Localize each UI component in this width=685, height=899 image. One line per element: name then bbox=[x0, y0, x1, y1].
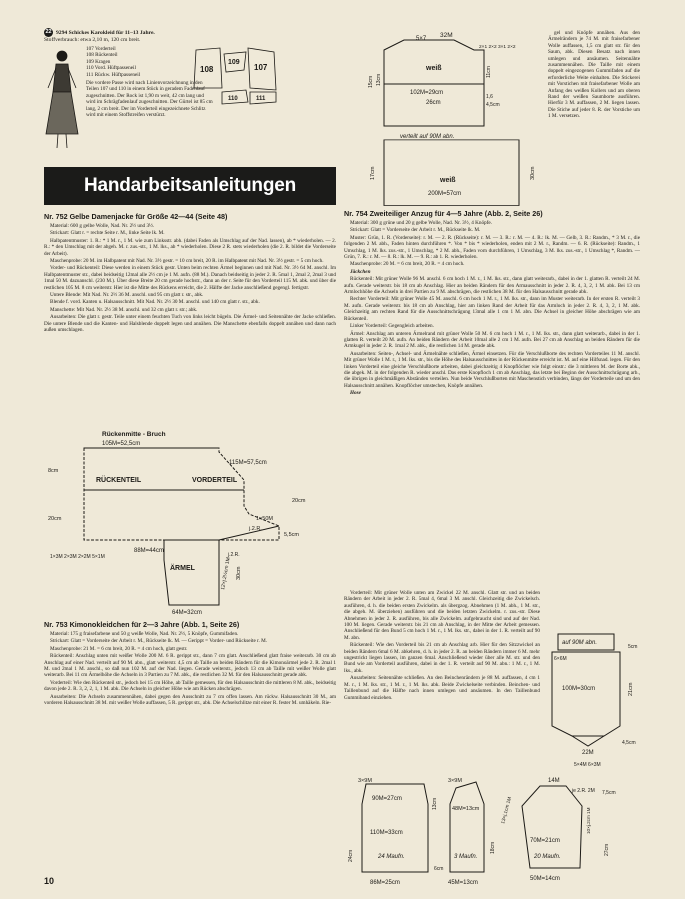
piece-number: 111 bbox=[256, 96, 266, 102]
dim-label: 3 Maufn. bbox=[454, 854, 478, 860]
legend-item: 109 Kragen bbox=[86, 58, 111, 65]
article-752 bbox=[44, 209, 336, 335]
dim-label: 27cm bbox=[604, 843, 610, 856]
piece-number: 107 bbox=[254, 63, 268, 72]
piece-number: 108 bbox=[200, 65, 214, 74]
dim-label: 12×j.2½cm 1M bbox=[220, 556, 232, 591]
paragraph: Strickart: Glatt r. = rechte Seite r. M., linke Seite lk. M. bbox=[50, 230, 165, 237]
piece-label-ruecken: RÜCKENTEIL bbox=[96, 477, 142, 484]
dim-label: 64M=32cm bbox=[172, 610, 202, 616]
legend-item: 107 Vorderteil bbox=[86, 46, 116, 52]
dim-label: 115M=57,5cm bbox=[229, 460, 267, 466]
legend-item: 108 Rückenteil bbox=[86, 52, 118, 59]
dim-label: 20 Maufn. bbox=[534, 854, 561, 860]
continued-text: gel und Knöpfe annähen. Aus den Ärmelrändern je 74 M. mit fraisefarbener Wolle auffassen, 1,5 cm glatt str. für den Saum, abk. Diesen Besatz nach innen umlegen und ansäumen. Seitennähte zusammennähen. Die Taille mit einem doppelt eingezogenen Gummifaden auf die erforderliche Weite einhalten. Die Stickerei mit Vorstichen mit fraisefarbener Wolle am Anfang des weißen Kollers und am oberen Rand der weißen Saumborte ausführen. Hierfür 3 M. auffassen, 2 M. liegen lassen. Die Stiche auf jeder 8. R. der Vorstiche um 1 M. versetzen. bbox=[548, 30, 640, 120]
dim-label: 30cm bbox=[236, 566, 242, 580]
dim-label: 24 Maufn. bbox=[378, 854, 405, 860]
article-754-hose bbox=[344, 590, 540, 702]
dim-label: 5,5cm bbox=[284, 532, 299, 538]
piece-label-vorder: VORDERTEIL bbox=[192, 477, 238, 484]
dim-label: 15cm bbox=[368, 75, 374, 88]
piece-label-aermel: ÄRMEL bbox=[170, 565, 195, 572]
paragraph: Untere Blende: Mit Nad. Nr. 2½ 36 M. anschl. und 95 cm glatt r. str., abk. bbox=[50, 292, 204, 299]
diagram-752 bbox=[44, 430, 336, 615]
dim-label: 6cm bbox=[434, 866, 444, 872]
paragraph: Ausarbeiten: Die glatt r. gestr. Teile unter einem feuchten Tuch von links leicht bügeln. Die Ärmel- und Seitennähte der Jacke schließen. Die untere Blende und die Kanten- und Halsblende doppelt legen und annähen. Die Manschette ebenfalls doppelt annähen und dann nach außen umschlagen. bbox=[44, 314, 336, 334]
page-number: 10 bbox=[44, 876, 55, 886]
dim-label: 100M=30cm bbox=[562, 686, 596, 692]
legend-item: 111 Rückw. Hüftpasseneil bbox=[86, 71, 141, 78]
diagram-754-hose bbox=[544, 626, 644, 776]
dim-label: 86M=25cm bbox=[370, 880, 400, 886]
dim-label: 45M=13cm bbox=[448, 880, 478, 886]
dim-label: 1×3M 2×3M 2×2M 5×1M bbox=[50, 554, 105, 560]
paragraph: Vorderteil: Wie den Rückenteil str., jedoch bei 15 cm Höhe, ab Taille gemessen, für den Halsausschnitt die mittleren 8 M. abk., beidseitig davon jede 2. R. 3, 2, 2, 1, 1 M. abk. Die Achseln in gleicher Höhe wie am Rücken abschrägen. bbox=[44, 679, 336, 693]
dim-label: 4,5cm bbox=[486, 102, 500, 108]
piece-label: weiß bbox=[426, 65, 442, 72]
paragraph: Material: 600 g gelbe Wolle, Nad. Nr. 2½ und 3½. bbox=[50, 223, 155, 229]
dim-label: j.2.R. bbox=[249, 526, 262, 532]
article-752-title: Nr. 752 Gelbe Damenjacke für Größe 42—44 (Seite 48) bbox=[44, 212, 228, 221]
dim-label: 24cm bbox=[348, 849, 354, 862]
dim-label: 6×6M bbox=[554, 656, 567, 662]
diagram-754-jacket bbox=[344, 774, 644, 892]
dim-label: 5×4M 6×3M bbox=[574, 762, 601, 768]
paragraph: Halbpatentmuster: 1. R.: * 1 M. r., 1 M. wie zum Linksstr. abh. (dabei Faden als Umschlag auf der Nad. lassen), ab * wiederholen. — 2. R.: * den Umschlag mit der abgeh. M. r. zus.-str., 1 M. lks., ab * wiederholen. Diese 2 R. stets wiederholen (die 2. R. bildet die Vorderseite der Arbeit). bbox=[44, 237, 336, 257]
dim-label: 3×9M bbox=[448, 778, 462, 784]
paragraph: Vorderteil: Mit grüner Wolle unten am Zwickel 22 M. anschl. Glatt str. und an beiden Rändern der Arbeit in jeder 2. R. 5mal 4, 6mal 3 M. anschl. Gleichzeitig die Zwickelsch. ausführen, d. h. die beiden ersten Zwickelm. als übergzog. Abnehmen (1 M. abh., 1 M. str., die abgeh. M. überziehen) ausführen und die beiden letzten Zwickelm. r. zus.-str. Diese Abnehmen in jeder 2. R. ausführen, bis alle Zwickelm. aufgebraucht sind und auf der Nad. 100 M. liegen. Gerade weiterstr. bis 21 cm ab Anschlag, in der Mitte der Arbeit gemessen. Anschließend für den Bund 5 cm hoch 1 M. r., 1 M. lks. str., dabei in der 1. R. verteilt auf 90 M. abn. bbox=[344, 590, 540, 641]
item-badge: 22 bbox=[45, 29, 52, 35]
dim-label: je 2.R. 2M bbox=[572, 788, 595, 794]
dim-label: 22M bbox=[582, 750, 594, 756]
dim-label: 20cm bbox=[48, 516, 62, 522]
dim-label: j.2.R. bbox=[228, 552, 240, 558]
girl-figure-icon bbox=[46, 51, 78, 148]
dim-label: 21cm bbox=[628, 682, 634, 696]
dim-label: 48M=13cm bbox=[452, 806, 480, 812]
article-754-title: Nr. 754 Zweiteiliger Anzug für 4—5 Jahre (Abb. 2, Seite 26) bbox=[344, 209, 543, 218]
dim-label: 30cm bbox=[530, 166, 536, 180]
pattern-header bbox=[44, 28, 264, 44]
pattern-notes: Die vordere Passe wird nach Linienvorzeichnung in den Teilen 107 und 110 in einem Stück in geradem Fadenlauf zugeschnitten. Der Rock ist 1,90 m weit, 42 cm lang und wird im Schrägfadenlauf zugeschnitten. Der Gürtel ist 85 cm lang, 2 cm breit. Der im Vorderteil eingezeichnete Schlitz wird mit einem Stoffstreifen verstürzt. bbox=[86, 80, 213, 119]
paragraph: Rechter Vorderteil: Mit grüner Wolle 45 M. anschl. 6 cm hoch 1 M. r., 1 M. lks. str., dann im Muster weiterarb. In der ersten R. verteilt 3 M. aufn. Gerade weiterstr. bis 18 cm ab Anschlag, hier am linken Rand der Arbeit für das Armloch in jeder 2. R. 4, 3, 2, 1 M. abk. Gleichzeitig am rechten Rand für die Ausschnittschrägung 13mal alle 1 cm 1 M. abn. Die Achsel in gleicher Höhe abschrägen wie am Rückenteil. bbox=[344, 296, 640, 322]
article-754 bbox=[344, 206, 640, 398]
paragraph: Strickart: Glatt = Vorderseite der Arbeit r. M., Rückseite lk. M. bbox=[350, 227, 481, 234]
fold-label: Rückenmitte - Bruch bbox=[102, 431, 166, 438]
dim-label: 26cm bbox=[426, 100, 441, 106]
paragraph: Linker Vorderteil: Gegengleich arbeiten. bbox=[350, 323, 434, 330]
paragraph: Maschenprobe: 20 M. = 6 cm breit, 20 R. = 4 cm hoch. bbox=[350, 261, 465, 268]
dim-label: 11cm bbox=[486, 66, 492, 78]
article-753-continued bbox=[548, 30, 640, 121]
article-753 bbox=[44, 617, 336, 707]
paragraph: Rückenteil: Mit grüner Wolle 96 M. anschl. 6 cm hoch 1 M. r., 1 M. lks. str., dann glatt weiterarb., dabei in der 1. glatten R. verteilt 24 M. aufn. Gerade weiterstr. bis 18 cm ab Anschlag. Hier an beiden Rändern für den Armausschnitt in jeder 2. R. 4, 3, 2, 1 M. abk. Bei 13 cm Armlochhöhe die Achseln in drei Partien zu 9 M. abschrägen, die restlichen 38 M. für den Halsausschnitt gerade abk. bbox=[344, 276, 640, 296]
dim-label: 13cm bbox=[376, 73, 382, 86]
piece-number: 110 bbox=[228, 96, 238, 102]
paragraph: Maschenprobe: 20 M. im Halbpatent mit Nad. Nr. 3½ gestr. = 10 cm breit, 20 R. im Halbpatent mit Nad. Nr. 3½ gestr. = 5 cm hoch. bbox=[50, 258, 324, 265]
paragraph: Ausarbeiten: Seiten-, Achsel- und Ärmelnähte schließen, Ärmel einsetzen. Für die Verschlußborte des rechten Vorderteiles 11 M. anschl. Mit grüner Wolle 1 M. r., 1 M. lks. str., bis die Höhe des Halsausschnittes in der Rückenmitte erreicht ist. M. auf eine Hilfsnad. legen. Für den linken Vorderteil eine gleiche Verschlußborte arbeiten, dabei gleichzeitig 4 Knopflöcher wie folgt einstr.: die 3 mittleren M. der Borte abk., die abgek. M. in der folgenden R. wieder anschl. Das erste Knopfloch 1 cm ab Anschlag, das letzte bei Beginn der Ausschnittschrägung arb., die übrigen in gleichmäßigen Abständen verteilen. Nun beide Verschlußborten mit Maschenstich verbinden, längs der Vorderteile und um den Halsausschnitt annähen. Knopflöcher umstechen, Knöpfe annähen. bbox=[344, 350, 640, 389]
paragraph: Maschenprobe: 21 M. = 6 cm breit, 20 R. = 4 cm hoch, glatt gestr. bbox=[50, 645, 188, 652]
dim-label: 5cm bbox=[628, 644, 638, 650]
dim-label: 2×1 2×2 3×1 2×2 bbox=[479, 45, 516, 50]
paragraph: Blende f. vord. Kanten u. Halsausschnitt. Mit Nad. Nr. 2½ 30 M. anschl. und 140 cm glatt r. str., abk. bbox=[50, 299, 260, 306]
subheading-jacket: Jäckchen bbox=[350, 268, 371, 275]
dim-label: 102M=29cm bbox=[410, 90, 444, 96]
pattern-title: 9294 Schickes Karokleid für 11–13 Jahre. bbox=[56, 29, 155, 36]
dim-label: 32M bbox=[440, 32, 453, 39]
dim-label: 70M=21cm bbox=[530, 838, 560, 844]
dim-label: 17cm bbox=[370, 166, 376, 180]
dim-label: 50M=14cm bbox=[530, 876, 560, 882]
dim-label: 4,5cm bbox=[622, 740, 636, 746]
paragraph: Rückenteil: Anschlag unten mit weißer Wolle 200 M. 6 R. gerippt str., dann 7 cm glatt. Anschließend glatt fraise weiterarb. 30 cm ab Anschlag auf einer Nad. verteilt auf 90 M. abn., glatt weiterstr. 4,5 cm ab Taille an beiden Rändern für die Kimonoärmel jede 2. R. 2mal 1 M. und 2mal 1 M. anschl., so daß nun 102 M. auf der Nad. liegen. Gerade weiterstr., jedoch 13 cm ab Taille mit weißer Wolle glatt weiterarb. Bei 11 cm Ärmelhöhe die Achseln in 3 Partien zu 7 M. abk., die restlichen 32 M. für den Halsausschnitt gerade abk. bbox=[44, 653, 336, 679]
subheading-hose: Hose bbox=[350, 390, 361, 397]
paragraph: Rückenteil: Wie den Vorderteil bis 21 cm ab Anschlag arb. Hier für den Sitzzwickel an beiden Rändern 6mal 6 M. abkehren, d. h. in jeder 2. R. an beiden Rändern immer 6 M. mehr ungestrickt liegen lassen, im ganzen 6mal. Anschließend wieder über alle M. str. und den Bund wie am Vorderteil ausführen, dabei in der 1. R. verteilt auf 90 M. abn.: 1 M. r., 1 M. lks., abk. bbox=[344, 642, 540, 674]
paragraph: Ausarbeiten: Die Achseln zusammennähen, dabei gegen den Ausschnitt zu 7 cm offen lassen. Am rückw. Halsausschnitt 30 M., am vorderen Halsausschnitt 38 M. mit weißer Wolle auffassen, 5 R. gerippt str., abk. Die Achselschlitze mit einer R. fester M. umhäkeln. Rie- bbox=[44, 693, 336, 707]
paragraph: Manschette: Mit Nad. Nr. 2½ 38 M. anschl. und 32 cm glatt r. str.; abk. bbox=[50, 306, 198, 313]
dim-label: 90M=27cm bbox=[372, 796, 402, 802]
paragraph: Vorder- und Rückenteil: Diese werden in einem Stück gestr. Unten beim rechten Ärmel beginnen und mit Nad. Nr. 3½ 64 M. anschl. Im Halbpatentmuster str., dabei beidseitig 12mal alle 2½ cm je 1 M. aufn. (88 M.). Danach beidseitig in jeder 2. R. 5mal 1, 2mal 2, 2mal 3 und 1mal 50 M. dazuanschl. (230 M.). Über diese Breite 20 cm gerade hochstr., dann an der r. Seite für den Vorderteil 115 M. abk. und über die restlichen 105 M. 8 cm weiterstr. Hier ist die Mitte des Rückens erreicht, die 2. Hälfte der Jacke anschließend gegengl. fertigstr. bbox=[44, 265, 336, 291]
paragraph: Muster: Grün, 1. R. (Vorderseite): r. M. — 2. R. (Rückseite): r. M. — 3. R.: r. M. — 4. R.: lk. M. — Gelb, 3. R.: Randm., * 3 M. r., die folgenden 2 M. abh., Faden hinten durchführen *. Von * bis * wiederholen, enden mit 2 M. r., Randm. — 6. R. (Rückseite): Randm., 1 Umschlag, 1 M. lks. zus.-str., 1 Umschlag, * 2 M. abh., Faden vorn durchführen, 1 Umschlag, 3 M. lks. zus.-str., 1 Umschlag *, Randm. — Grün, 7. R.: r. M. — 8. R.: lk. M. — 9. R.: ab 1. R. wiederholen. bbox=[344, 234, 640, 261]
paragraph: Ärmel: Anschlag am unteren Ärmelrand mit grüner Wolle 50 M. 6 cm hoch 1 M. r., 1 M. lks. str., dann glatt weiterarb., dabei in der 1. glatten R. verteilt 20 M. aufn. An beiden Rändern der Arbeit 10mal alle 2 cm 1 M. aufn. Bei 27 cm ab Anschlag an beiden Rändern für die Armkugel in jeder 2. R. 1mal 2 M. abk., die restlichen 14 M. gerade abk. bbox=[344, 330, 640, 350]
paragraph: Strickart: Glatt = Vorderseite der Arbeit r. M., Rückseite lk. M. — Gerippt = Vorder- und Rückseite r. M. bbox=[50, 638, 268, 645]
dim-label: 7,5cm bbox=[602, 790, 616, 796]
dim-label: 8cm bbox=[48, 468, 59, 474]
dim-label: 13cm bbox=[432, 797, 438, 810]
paragraph: Material: 175 g fraisefarbene und 50 g weiße Wolle, Nad. Nr. 2½, 5 Knöpfe, Gummifaden. bbox=[50, 631, 239, 637]
header-illustration bbox=[44, 44, 294, 154]
dim-label: 105M=52,5cm bbox=[102, 441, 141, 447]
paragraph: Material: 300 g grüne und 20 g gelbe Wolle, Nad. Nr. 3½, 4 Knöpfe. bbox=[350, 220, 492, 226]
paragraph: Ausarbeiten: Seitennähte schließen. An den Beinchenrändern je 88 M. auffassen, 4 cm 1 M. r., 1 M. lks. str., 1 M. r., 1 M. lks. abk. Beide Zwickelseite verbinden. Beinchen- und Taillenbund auf die Hälfte nach innen umlegen und ansäumen. In den Taillenbund Gummiband einziehen. bbox=[344, 675, 540, 701]
dim-label: 3×9M bbox=[358, 778, 372, 784]
dim-label: auf 90M abn. bbox=[562, 640, 598, 646]
dim-label: 200M=57cm bbox=[428, 191, 462, 197]
dim-label: 13×j.1cm 1M bbox=[501, 796, 514, 825]
dim-label: 14M bbox=[548, 778, 560, 784]
dim-label: 88M=44cm bbox=[134, 548, 164, 554]
dim-label: 10×j.2cm 1M bbox=[586, 807, 591, 834]
article-753-title: Nr. 753 Kimonokleidchen für 2—3 Jahre (Abb. 1, Seite 26) bbox=[44, 620, 240, 629]
dim-label: 20cm bbox=[292, 498, 306, 504]
dim-label: verteilt auf 90M abn. bbox=[400, 134, 455, 140]
dim-label: 1,6 bbox=[486, 94, 493, 100]
dim-label: 1×50M bbox=[256, 516, 273, 522]
legend-item: 110 Vord. Hüftpasseneil bbox=[86, 65, 136, 72]
piece-number: 109 bbox=[228, 59, 240, 66]
diagram-753 bbox=[344, 30, 544, 200]
section-banner: Handarbeitsanleitungen bbox=[44, 167, 336, 205]
piece-label: weiß bbox=[440, 177, 456, 184]
dim-label: 18cm bbox=[490, 841, 496, 854]
fabric-usage: Stoffverbrauch: etwa 2,10 m, 120 cm breit. bbox=[44, 37, 141, 43]
dim-label: 110M=33cm bbox=[370, 830, 403, 836]
dim-label: 5×7 bbox=[416, 36, 427, 42]
